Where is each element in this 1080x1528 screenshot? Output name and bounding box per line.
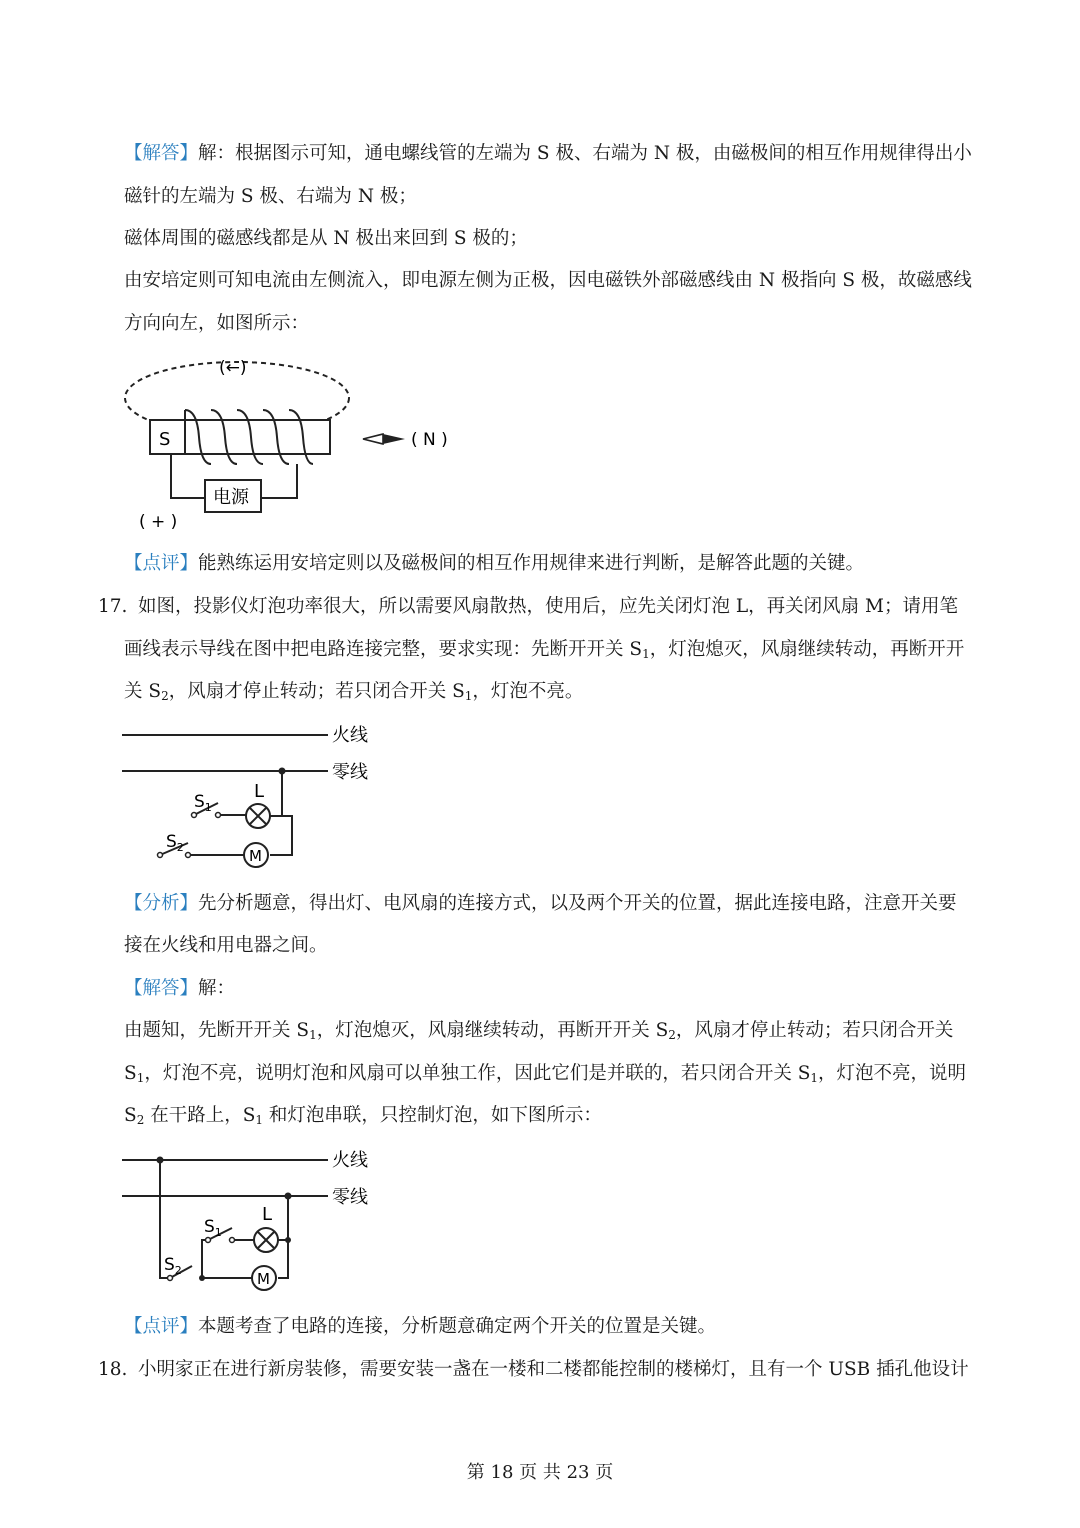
needle-n-label: ( N ) (411, 430, 448, 450)
analysis-17-line-2: 接在火线和用电器之间。 (124, 935, 328, 956)
q18-line-1: 小明家正在进行新房装修，需要安装一盏在一楼和二楼都能控制的楼梯灯，且有一个 USB 插孔他设计 (138, 1359, 969, 1380)
answer-line-1 (124, 140, 988, 168)
field-arrow-label: (←) (219, 358, 247, 378)
motor-symbol (252, 1266, 276, 1290)
answer-17-l1a: 由题知，先断开开关 S (124, 1020, 310, 1041)
lamp-symbol (254, 1228, 278, 1252)
live-label: 火线 (332, 725, 368, 746)
answer-line-4: 由安培定则可知电流由左侧流入，即电源左侧为正极，因电磁铁外部磁感线由 N 极指向 S 极，故磁感线 (124, 270, 972, 291)
analysis-text-1: 先分析题意，得出灯、电风扇的连接方式，以及两个开关的位置，据此连接电路，注意开关要 (198, 893, 957, 914)
answer-17-l1c: ，风扇才停止转动；若只闭合开关 (675, 1020, 954, 1041)
comment-17 (124, 1313, 988, 1341)
lamp-branch (202, 1240, 208, 1278)
answer-17-l2b: ，灯泡不亮，说明灯泡和风扇可以单独工作，因此它们是并联的，若只闭合开关 S (144, 1063, 811, 1084)
subscript: 1 (255, 1113, 264, 1127)
subscript: 2 (161, 689, 169, 703)
question-17-number: 17. (98, 596, 128, 617)
answer-line-3: 磁体周围的磁感线都是从 N 极出来回到 S 极的； (124, 228, 528, 249)
junction-dot (279, 768, 286, 775)
answer-text-1: 解：根据图示可知，通电螺线管的左端为 S 极、右端为 N 极，由磁极间的相互作用规律得出小 (198, 143, 972, 164)
lamp-label: L (254, 781, 265, 802)
motor-label: M (249, 847, 262, 865)
answer-17-l3c: 和灯泡串联，只控制灯泡，如下图所示： (263, 1105, 602, 1126)
q17-line-3 (124, 678, 988, 706)
answer-17-l2c: ，灯泡不亮，说明 (818, 1063, 967, 1084)
motor-symbol (244, 843, 268, 867)
answer-17-line-1 (124, 1017, 988, 1045)
compass-needle (363, 434, 405, 444)
q17-line-3b: ，风扇才停止转动；若只闭合开关 S (168, 681, 465, 702)
s1-subscript: 1 (204, 801, 212, 814)
solenoid-figure (115, 350, 475, 535)
power-label: 电源 (213, 487, 249, 508)
neutral-label: 零线 (332, 1187, 368, 1208)
answer-17-line-2 (124, 1060, 988, 1088)
s1-label (204, 1217, 222, 1239)
answer-17-l3b: 在干路上，S (144, 1105, 256, 1126)
comment-17-text: 本题考查了电路的连接，分析题意确定两个开关的位置是关键。 (198, 1316, 717, 1337)
q17-line-2a: 画线表示导线在图中把电路连接完整，要求实现：先断开开关 S (124, 639, 643, 660)
s2-letter: S (164, 1255, 175, 1275)
answer-17-head (124, 975, 988, 1003)
page-footer: 第 18 页 共 23 页 (466, 1462, 614, 1483)
s2-letter: S (166, 832, 177, 852)
comment-16 (124, 550, 988, 578)
subscript: 1 (810, 1071, 819, 1085)
s2-label (166, 832, 184, 854)
circuit-figure-answer (120, 1140, 390, 1300)
analysis-17-line-1 (124, 890, 988, 918)
comment-17-tag: 【点评】 (124, 1316, 199, 1337)
q17-line-3a: 关 S (124, 681, 162, 702)
q17-line-3c: ，灯泡不亮。 (472, 681, 584, 702)
q17-line-2b: ，灯泡熄灭，风扇继续转动，再断开开 (649, 639, 965, 660)
answer-17-l1b: ，灯泡熄灭，风扇继续转动，再断开开关 S (316, 1020, 669, 1041)
right-wire (278, 1240, 288, 1278)
comment-text: 能熟练运用安培定则以及磁极间的相互作用规律来进行判断，是解答此题的关键。 (198, 553, 865, 574)
question-18-number: 18. (98, 1359, 128, 1380)
s1-letter: S (204, 1217, 215, 1237)
q17-line-2 (124, 636, 988, 664)
comment-tag: 【点评】 (124, 553, 199, 574)
motor-label: M (257, 1270, 270, 1288)
q17-line-1: 如图，投影仪灯泡功率很大，所以需要风扇散热，使用后，应先关闭灯泡 L，再关闭风扇 M；请用笔 (138, 596, 958, 617)
lamp-symbol (246, 804, 270, 828)
subscript: 1 (309, 1028, 317, 1042)
answer-17-l3a: S (124, 1105, 137, 1126)
subscript: 1 (464, 689, 473, 703)
s2-label (164, 1255, 182, 1277)
s1-letter: S (194, 792, 205, 812)
circuit-figure-question (120, 715, 390, 875)
answer-17-l2a: S (124, 1063, 137, 1084)
s1-subscript: 1 (214, 1226, 222, 1239)
subscript: 1 (642, 647, 650, 661)
answer-17-tag: 【解答】 (124, 978, 199, 999)
s2-subscript: 2 (176, 841, 184, 854)
lamp-label: L (262, 1204, 273, 1225)
wire-right (261, 464, 297, 498)
s2-subscript: 2 (174, 1264, 182, 1277)
pole-s-label: S (159, 429, 171, 450)
subscript: 2 (136, 1113, 145, 1127)
plus-label: ( + ) (139, 512, 178, 532)
live-label: 火线 (332, 1150, 368, 1171)
answer-line-5: 方向向左，如图所示： (124, 313, 310, 334)
wire-left (171, 454, 205, 498)
analysis-tag: 【分析】 (124, 893, 199, 914)
answer-line-2: 磁针的左端为 S 极、右端为 N 极； (124, 186, 417, 207)
right-wire (270, 816, 292, 855)
answer-17-line-3 (124, 1102, 988, 1130)
answer-tag: 【解答】 (124, 143, 199, 164)
neutral-label: 零线 (332, 762, 368, 783)
s1-label (194, 792, 212, 814)
subscript: 2 (668, 1028, 676, 1042)
subscript: 1 (136, 1071, 145, 1085)
answer-17-head-text: 解： (198, 978, 236, 999)
